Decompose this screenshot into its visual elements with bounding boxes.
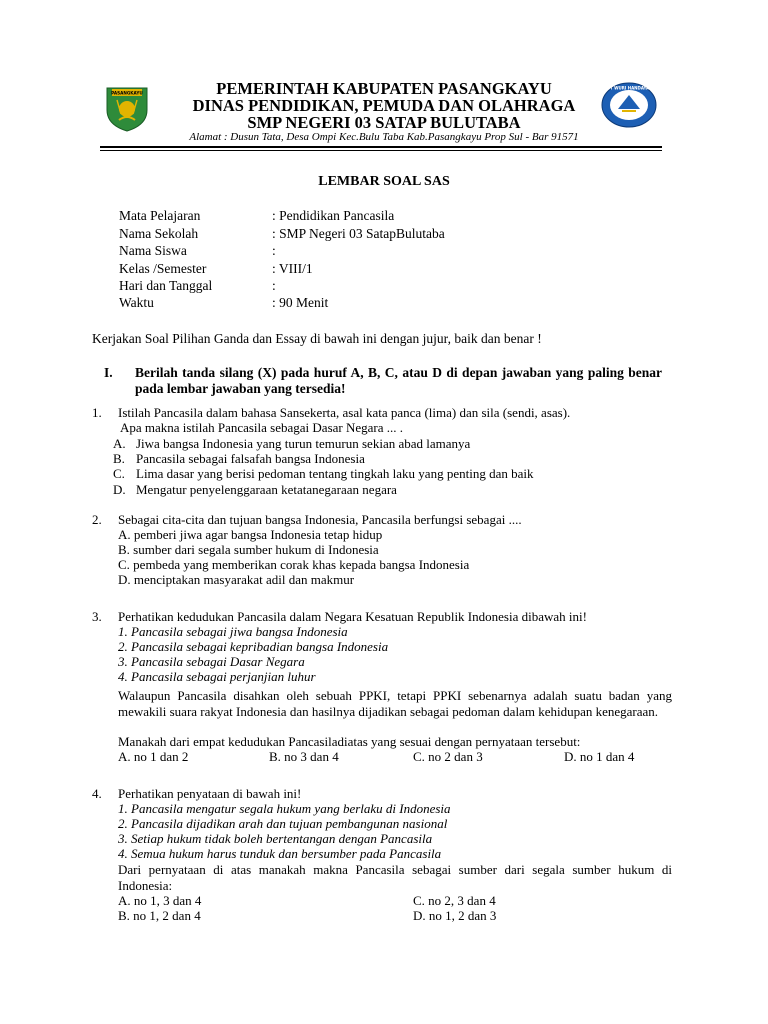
section-instruction: Berilah tanda silang (X) pada huruf A, B, C, atau D di depan jawaban yang paling benar pada lembar jawaban yang tersedia! bbox=[135, 365, 662, 396]
info-label: Nama Siswa bbox=[119, 243, 187, 258]
statement-item: 4. Semua hukum harus tunduk dan bersumber pada Pancasila bbox=[118, 846, 442, 861]
option-text: D. menciptakan masyarakat adil dan makmur bbox=[118, 572, 355, 587]
option-text: C. no 2 dan 3 bbox=[413, 749, 483, 764]
option-text: Lima dasar yang berisi pedoman tentang tingkah laku yang penting dan baik bbox=[136, 466, 534, 481]
info-label: Mata Pelajaran bbox=[119, 208, 201, 223]
option-text: C. pembeda yang memberikan corak khas kepada bangsa Indonesia bbox=[118, 557, 470, 572]
question-text: Sebagai cita-cita dan tujuan bangsa Indonesia, Pancasila berfungsi sebagai .... bbox=[118, 512, 522, 527]
info-value: : bbox=[272, 243, 276, 258]
option-text: C. no 2, 3 dan 4 bbox=[413, 893, 496, 908]
header-department: DINAS PENDIDIKAN, PEMUDA DAN OLAHRAGA bbox=[192, 96, 576, 115]
section-number: I. bbox=[104, 365, 113, 380]
option-text: D. no 1 dan 4 bbox=[564, 749, 635, 764]
question-paragraph: Walaupun Pancasila disahkan oleh sebuah PPKI, tetapi PPKI sebenarnya adalah suatu badan yang mewakili suara rakyat Indonesia dan hasilnya dijadikan sebagai pedoman dalam kehidupan kenegaraan. bbox=[118, 688, 672, 719]
option-text: Pancasila sebagai falsafah bangsa Indonesia bbox=[136, 451, 365, 466]
info-value: : SMP Negeri 03 SatapBulutaba bbox=[272, 226, 445, 241]
question-number: 2. bbox=[92, 512, 102, 527]
statement-item: 3. Pancasila sebagai Dasar Negara bbox=[118, 654, 305, 669]
header-address: Alamat : Dusun Tata, Desa Ompi Kec.Bulu Taba Kab.Pasangkayu Prop Sul - Bar 91571 bbox=[189, 131, 579, 143]
option-text: B. sumber dari segala sumber hukum di Indonesia bbox=[118, 542, 379, 557]
option-text: B. no 1, 2 dan 4 bbox=[118, 908, 201, 923]
general-instruction: Kerjakan Soal Pilihan Ganda dan Essay di bawah ini dengan jujur, baik dan benar ! bbox=[92, 331, 542, 346]
info-value: : 90 Menit bbox=[272, 295, 329, 310]
header-rule-thick bbox=[100, 146, 662, 148]
option-letter: B. bbox=[113, 451, 125, 466]
option-letter: D. bbox=[113, 482, 126, 497]
header-rule-thin bbox=[100, 150, 662, 151]
info-label: Waktu bbox=[119, 295, 154, 310]
option-text: Mengatur penyelenggaraan ketatanegaraan negara bbox=[136, 482, 397, 497]
option-text: A. pemberi jiwa agar bangsa Indonesia tetap hidup bbox=[118, 527, 383, 542]
question-text: Manakah dari empat kedudukan Pancasiladiatas yang sesuai dengan pernyataan tersebut: bbox=[118, 734, 581, 749]
statement-item: 4. Pancasila sebagai perjanjian luhur bbox=[118, 669, 316, 684]
option-letter: C. bbox=[113, 466, 125, 481]
statement-item: 2. Pancasila dijadikan arah dan tujuan pembangunan nasional bbox=[118, 816, 448, 831]
question-number: 3. bbox=[92, 609, 102, 624]
question-text: Istilah Pancasila dalam bahasa Sansekerta, asal kata panca (lima) dan sila (sendi, asas). bbox=[118, 405, 571, 420]
question-text: Perhatikan kedudukan Pancasila dalam Negara Kesatuan Republik Indonesia dibawah ini! bbox=[118, 609, 587, 624]
option-text: A. no 1 dan 2 bbox=[118, 749, 189, 764]
question-number: 4. bbox=[92, 786, 102, 801]
question-text: Dari pernyataan di atas manakah makna Pancasila sebagai sumber dari segala sumber hukum di Indonesia: bbox=[118, 862, 672, 893]
statement-item: 2. Pancasila sebagai kepribadian bangsa Indonesia bbox=[118, 639, 389, 654]
option-text: D. no 1, 2 dan 3 bbox=[413, 908, 497, 923]
option-text: Jiwa bangsa Indonesia yang turun temurun sekian abad lamanya bbox=[136, 436, 471, 451]
option-letter: A. bbox=[113, 436, 126, 451]
statement-item: 1. Pancasila mengatur segala hukum yang berlaku di Indonesia bbox=[118, 801, 451, 816]
info-label: Hari dan Tanggal bbox=[119, 278, 213, 293]
option-text: A. no 1, 3 dan 4 bbox=[118, 893, 202, 908]
tut-wuri-logo-text: TUT WURI HANDAYANI bbox=[604, 85, 654, 91]
page-title: LEMBAR SOAL SAS bbox=[318, 174, 450, 189]
info-value: : VIII/1 bbox=[272, 261, 313, 276]
question-text: Perhatikan penyataan di bawah ini! bbox=[118, 786, 302, 801]
statement-item: 3. Setiap hukum tidak boleh bertentangan dengan Pancasila bbox=[118, 831, 433, 846]
info-label: Kelas /Semester bbox=[119, 261, 207, 276]
info-value: : bbox=[272, 278, 276, 293]
header-school: SMP NEGERI 03 SATAP BULUTABA bbox=[247, 113, 521, 132]
statement-item: 1. Pancasila sebagai jiwa bangsa Indonesia bbox=[118, 624, 348, 639]
info-value: : Pendidikan Pancasila bbox=[272, 208, 395, 223]
option-text: B. no 3 dan 4 bbox=[269, 749, 339, 764]
header-government: PEMERINTAH KABUPATEN PASANGKAYU bbox=[216, 79, 552, 98]
regency-logo-text: PASANGKAYU bbox=[111, 90, 143, 96]
question-number: 1. bbox=[92, 405, 102, 420]
question-text: Apa makna istilah Pancasila sebagai Dasar Negara ... . bbox=[120, 420, 404, 435]
info-label: Nama Sekolah bbox=[119, 226, 199, 241]
